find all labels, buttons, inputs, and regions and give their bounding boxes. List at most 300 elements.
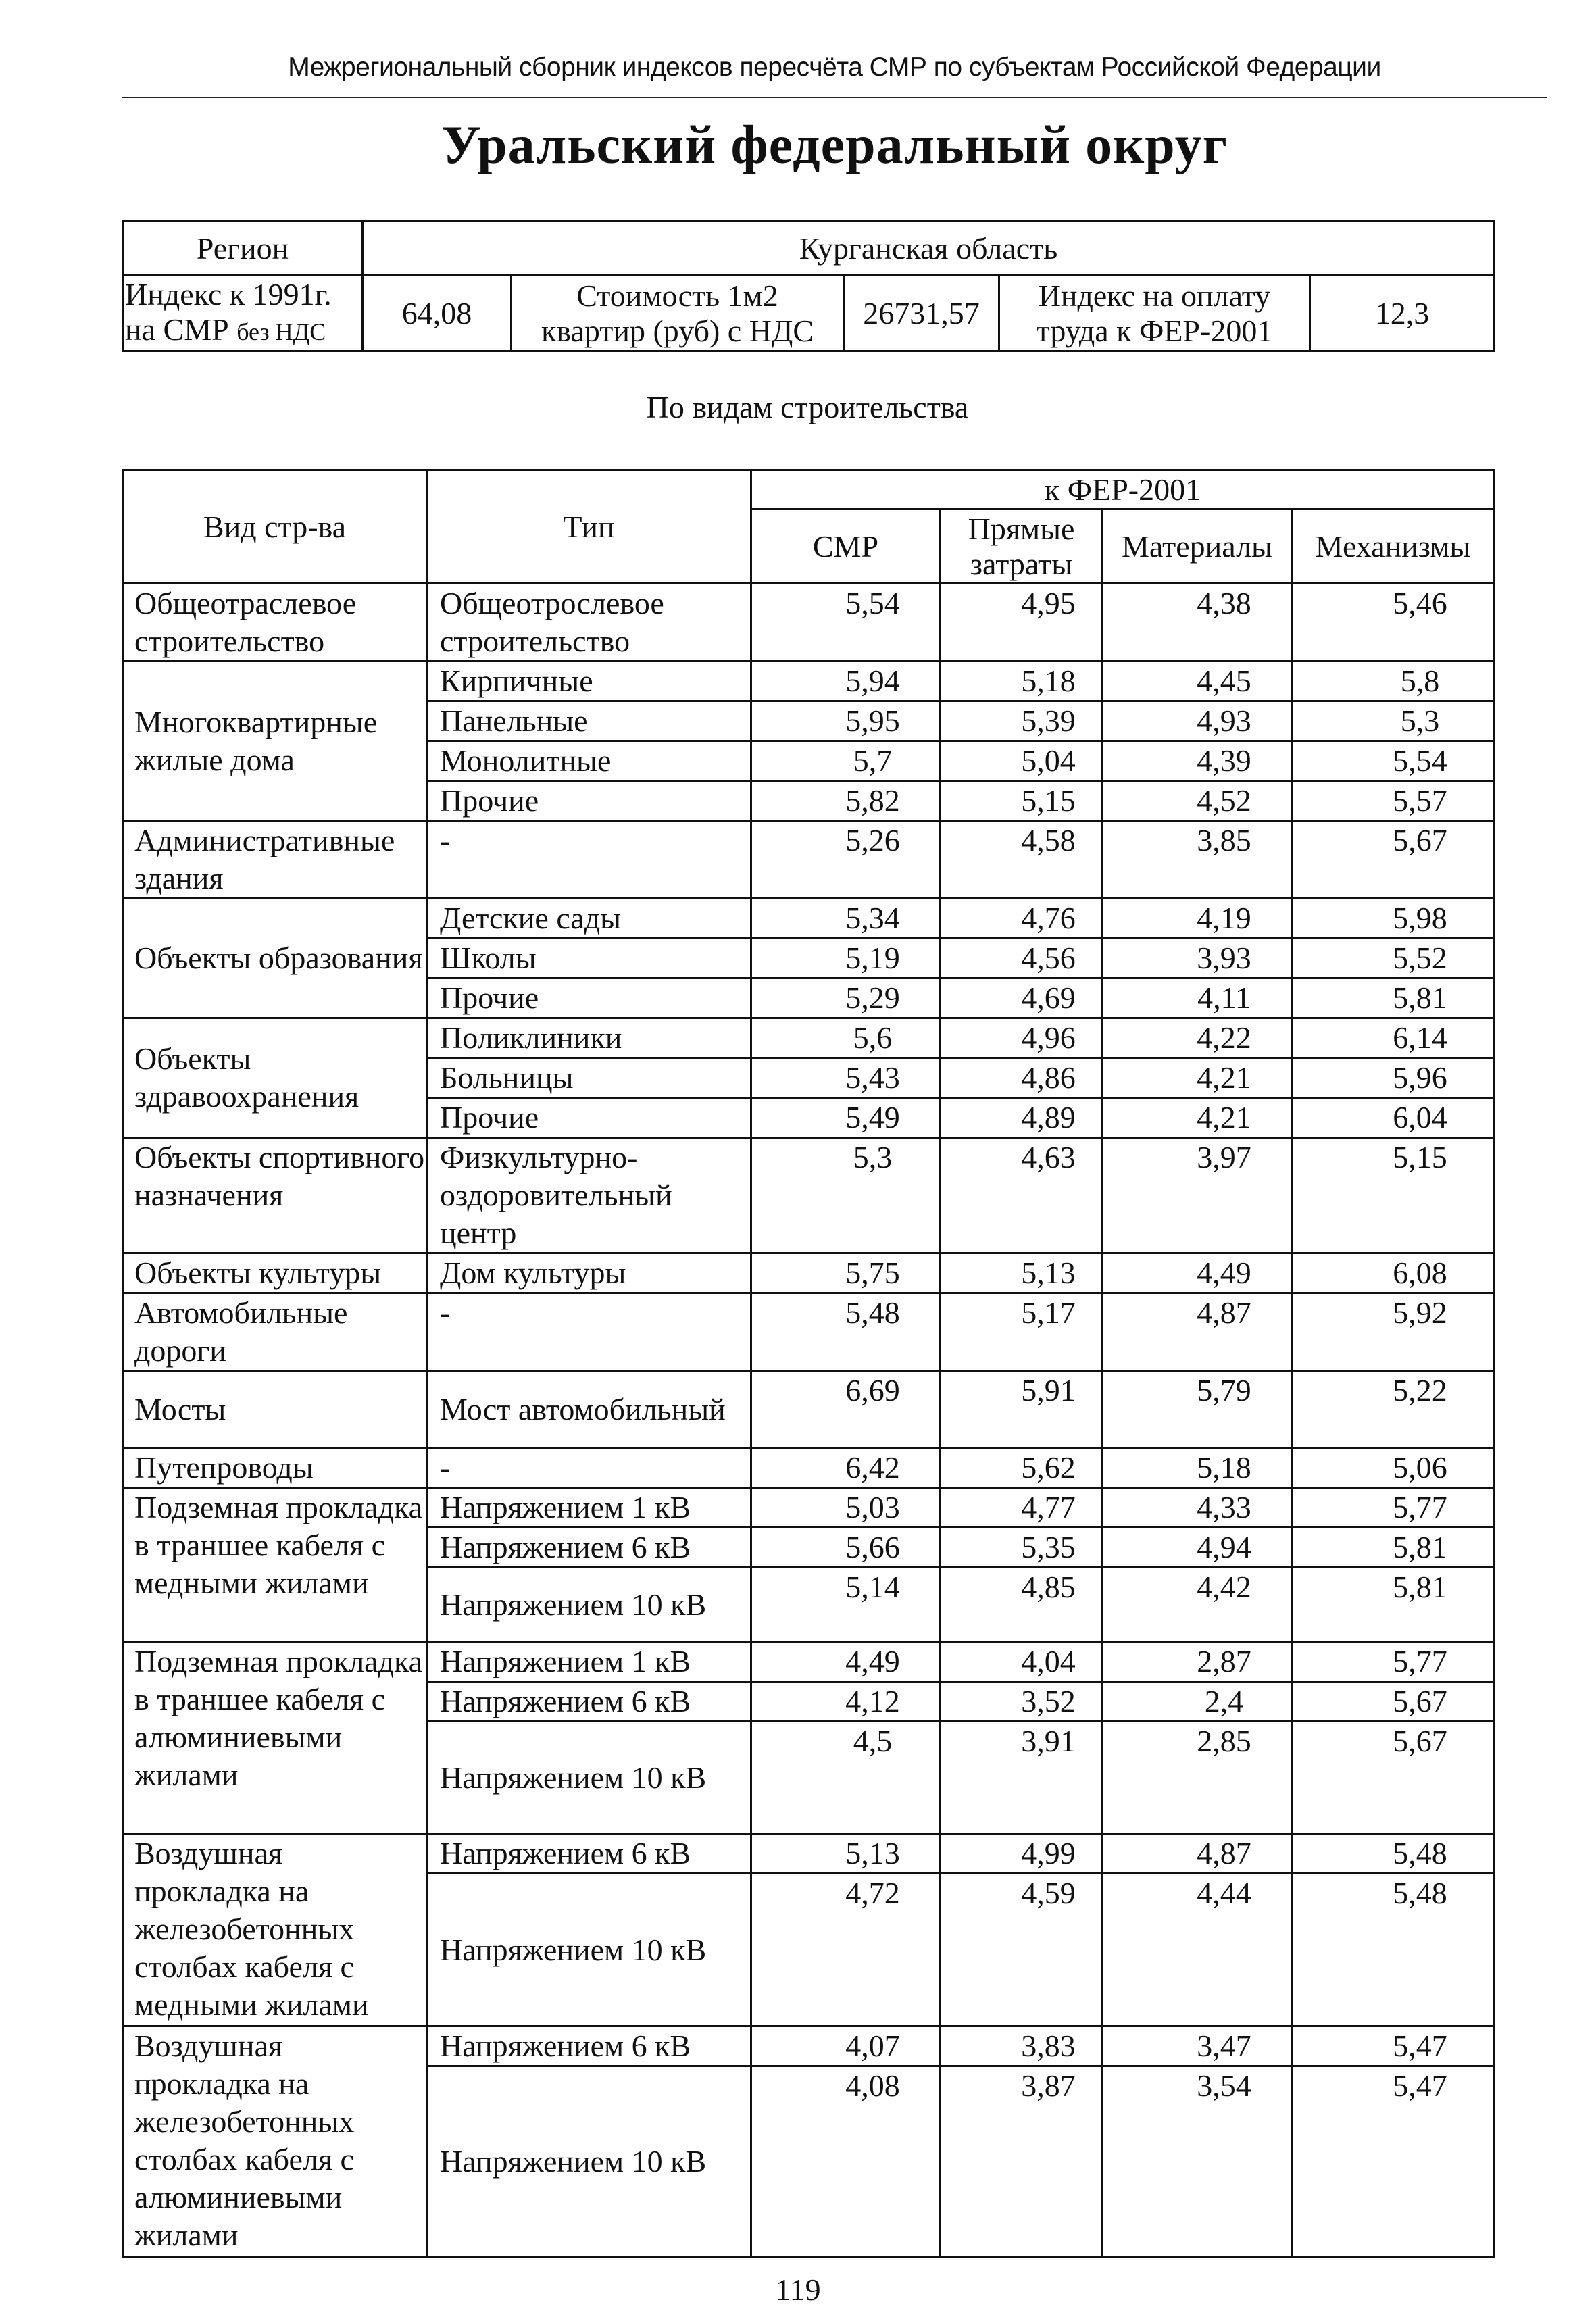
machines-value: 5,67 — [1393, 823, 1447, 857]
smr-value: 5,49 — [845, 1100, 900, 1135]
machines-value-cell — [1292, 939, 1495, 978]
materials-value-cell — [1103, 2066, 1292, 2257]
direct-value: 4,76 — [1021, 901, 1076, 935]
machines-value: 5,47 — [1393, 2068, 1447, 2103]
direct-value: 4,56 — [1021, 941, 1076, 975]
wage-index-label — [999, 276, 1310, 351]
smr-value-cell — [751, 978, 941, 1018]
machines-value-cell — [1292, 1528, 1495, 1568]
cost-label-line1: Стоимость 1м2 — [576, 278, 778, 313]
index-1991-label — [123, 276, 363, 351]
machines-value-cell — [1292, 662, 1495, 701]
table-row — [123, 1834, 1495, 1874]
header-kind: Вид стр-ва — [123, 470, 427, 584]
cost-label-line2: квартир (руб) с НДС — [541, 313, 814, 348]
materials-value: 2,87 — [1197, 1644, 1251, 1678]
machines-value: 5,77 — [1393, 1644, 1447, 1678]
direct-value-cell — [941, 1568, 1103, 1642]
direct-value-cell — [941, 584, 1103, 662]
materials-value: 4,39 — [1197, 743, 1251, 778]
machines-value-cell — [1292, 1018, 1495, 1058]
table-row — [123, 1642, 1495, 1682]
direct-value: 5,91 — [1021, 1373, 1076, 1408]
machines-value: 5,81 — [1393, 980, 1447, 1015]
wage-index-label-line2: труда к ФЕР-2001 — [1036, 313, 1273, 348]
direct-value: 3,52 — [1021, 1684, 1076, 1718]
table-row — [123, 1371, 1495, 1448]
smr-value-cell — [751, 1834, 941, 1874]
cost-value: 26731,57 — [844, 276, 999, 351]
category-cell: Путепроводы — [123, 1448, 427, 1488]
machines-value-cell — [1292, 1834, 1495, 1874]
smr-value-cell — [751, 899, 941, 939]
direct-value: 4,63 — [1021, 1140, 1076, 1174]
direct-value-cell — [941, 662, 1103, 701]
machines-value-cell — [1292, 1448, 1495, 1488]
smr-value-cell — [751, 662, 941, 701]
machines-value-cell — [1292, 1568, 1495, 1642]
header-type: Тип — [427, 470, 751, 584]
materials-value-cell — [1103, 978, 1292, 1018]
direct-value: 5,17 — [1021, 1295, 1076, 1330]
direct-value-cell — [941, 1253, 1103, 1293]
direct-value-cell — [941, 1018, 1103, 1058]
direct-value-cell — [941, 2066, 1103, 2257]
smr-value: 5,82 — [845, 783, 900, 818]
machines-value-cell — [1292, 741, 1495, 781]
type-cell: Больницы — [427, 1058, 751, 1098]
direct-value: 4,59 — [1021, 1876, 1076, 1910]
machines-value: 5,57 — [1393, 783, 1447, 818]
type-cell: Детские сады — [427, 899, 751, 939]
materials-value: 5,79 — [1197, 1373, 1251, 1408]
machines-value-cell — [1292, 1253, 1495, 1293]
wage-index-value: 12,3 — [1310, 276, 1495, 351]
materials-value-cell — [1103, 1568, 1292, 1642]
materials-value-cell — [1103, 1528, 1292, 1568]
machines-value-cell — [1292, 1098, 1495, 1138]
index-1991-label-line1: Индекс к 1991г. — [125, 277, 332, 312]
machines-value-cell — [1292, 1874, 1495, 2026]
smr-value: 5,3 — [853, 1140, 893, 1174]
direct-value-cell — [941, 2026, 1103, 2066]
materials-value: 3,85 — [1197, 823, 1251, 857]
direct-value: 5,15 — [1021, 783, 1076, 818]
materials-value-cell — [1103, 1448, 1292, 1488]
machines-value: 5,46 — [1393, 586, 1447, 620]
direct-value: 4,89 — [1021, 1100, 1076, 1135]
header-machines: Механизмы — [1292, 509, 1495, 584]
machines-value: 5,67 — [1393, 1684, 1447, 1718]
smr-value-cell — [751, 1098, 941, 1138]
smr-value-cell — [751, 1138, 941, 1253]
materials-value: 4,42 — [1197, 1570, 1251, 1604]
index-1991-value: 64,08 — [363, 276, 512, 351]
smr-value: 5,7 — [853, 743, 893, 778]
smr-value: 4,49 — [845, 1644, 900, 1678]
direct-value-cell — [941, 978, 1103, 1018]
smr-value: 5,29 — [845, 980, 900, 1015]
type-cell: Напряжением 6 кВ — [427, 1528, 751, 1568]
machines-value-cell — [1292, 2026, 1495, 2066]
machines-value: 5,22 — [1393, 1373, 1447, 1408]
table-row — [123, 1253, 1495, 1293]
type-cell: Напряжением 1 кВ — [427, 1642, 751, 1682]
materials-value-cell — [1103, 741, 1292, 781]
direct-value: 4,58 — [1021, 823, 1076, 857]
table-row — [123, 662, 1495, 701]
machines-value: 5,77 — [1393, 1490, 1447, 1524]
machines-value-cell — [1292, 821, 1495, 899]
machines-value-cell — [1292, 978, 1495, 1018]
type-cell: Напряжением 6 кВ — [427, 1834, 751, 1874]
direct-value: 3,83 — [1021, 2028, 1076, 2063]
wage-index-label-line1: Индекс на оплату — [1038, 278, 1271, 313]
type-cell: Кирпичные — [427, 662, 751, 701]
smr-value-cell — [751, 1528, 941, 1568]
type-cell: Мост автомобильный — [427, 1371, 751, 1448]
direct-value-cell — [941, 1098, 1103, 1138]
smr-value-cell — [751, 2026, 941, 2066]
materials-value: 4,45 — [1197, 664, 1251, 698]
direct-value-cell — [941, 1722, 1103, 1834]
machines-value-cell — [1292, 1682, 1495, 1722]
smr-value: 6,42 — [845, 1450, 900, 1485]
smr-value: 4,5 — [853, 1724, 893, 1758]
type-cell: Напряжением 1 кВ — [427, 1488, 751, 1528]
direct-value-cell — [941, 701, 1103, 741]
materials-value-cell — [1103, 781, 1292, 821]
materials-value-cell — [1103, 1293, 1292, 1371]
materials-value-cell — [1103, 1488, 1292, 1528]
header-direct: Прямые затраты — [941, 509, 1103, 584]
machines-value: 5,06 — [1393, 1450, 1447, 1485]
materials-value: 3,93 — [1197, 941, 1251, 975]
smr-value: 5,19 — [845, 941, 900, 975]
direct-value-cell — [941, 741, 1103, 781]
direct-value-cell — [941, 1058, 1103, 1098]
type-cell: Прочие — [427, 1098, 751, 1138]
region-name: Курганская область — [363, 222, 1495, 276]
materials-value-cell — [1103, 1834, 1292, 1874]
smr-value-cell — [751, 1642, 941, 1682]
smr-value: 5,75 — [845, 1255, 900, 1290]
materials-value-cell — [1103, 1682, 1292, 1722]
smr-value-cell — [751, 1253, 941, 1293]
type-cell: Напряжением 10 кВ — [427, 1568, 751, 1642]
smr-value-cell — [751, 821, 941, 899]
direct-value-cell — [941, 899, 1103, 939]
materials-value: 4,87 — [1197, 1836, 1251, 1870]
smr-value-cell — [751, 1371, 941, 1448]
direct-value-cell — [941, 1682, 1103, 1722]
machines-value: 6,08 — [1393, 1255, 1447, 1290]
table-row — [123, 2026, 1495, 2066]
region-info-table — [122, 220, 1495, 352]
header-materials: Материалы — [1103, 509, 1292, 584]
machines-value: 6,04 — [1393, 1100, 1447, 1135]
smr-value: 5,26 — [845, 823, 900, 857]
smr-value: 5,14 — [845, 1570, 900, 1604]
materials-value-cell — [1103, 821, 1292, 899]
direct-value-cell — [941, 1874, 1103, 2026]
materials-value: 3,47 — [1197, 2028, 1251, 2063]
smr-value: 5,48 — [845, 1295, 900, 1330]
direct-value: 4,69 — [1021, 980, 1076, 1015]
direct-value-cell — [941, 939, 1103, 978]
machines-value-cell — [1292, 1488, 1495, 1528]
machines-value: 5,81 — [1393, 1530, 1447, 1564]
direct-value: 5,13 — [1021, 1255, 1076, 1290]
type-cell: Общеотрослевое строительство — [427, 584, 751, 662]
machines-value-cell — [1292, 1722, 1495, 1834]
category-cell: Объекты здравоохранения — [123, 1018, 427, 1138]
running-header: Межрегиональный сборник индексов пересчёта СМР по субъектам Российской Федерации — [288, 53, 1381, 82]
smr-value-cell — [751, 1722, 941, 1834]
materials-value: 5,18 — [1197, 1450, 1251, 1485]
type-cell: - — [427, 821, 751, 899]
materials-value: 4,93 — [1197, 703, 1251, 738]
direct-value-cell — [941, 1138, 1103, 1253]
materials-value-cell — [1103, 662, 1292, 701]
smr-value: 6,69 — [845, 1373, 900, 1408]
smr-value: 5,03 — [845, 1490, 900, 1524]
materials-value: 3,97 — [1197, 1140, 1251, 1174]
index-table — [122, 469, 1495, 2258]
materials-value: 4,49 — [1197, 1255, 1251, 1290]
category-cell: Объекты образования — [123, 899, 427, 1018]
header-smr: СМР — [751, 509, 941, 584]
table-row — [123, 1293, 1495, 1371]
direct-value: 4,77 — [1021, 1490, 1076, 1524]
table-row — [123, 1138, 1495, 1253]
type-cell: - — [427, 1448, 751, 1488]
materials-value-cell — [1103, 584, 1292, 662]
smr-value-cell — [751, 2066, 941, 2257]
type-cell: Физкультурно-оздоровительный центр — [427, 1138, 751, 1253]
direct-value: 4,04 — [1021, 1644, 1076, 1678]
materials-value: 4,33 — [1197, 1490, 1251, 1524]
materials-value: 4,94 — [1197, 1530, 1251, 1564]
category-cell: Воздушная прокладка на железобетонных столбах кабеля с медными жилами — [123, 1834, 427, 2026]
materials-value: 4,11 — [1197, 980, 1251, 1015]
materials-value: 2,85 — [1197, 1724, 1251, 1758]
smr-value-cell — [751, 1488, 941, 1528]
direct-value: 4,99 — [1021, 1836, 1076, 1870]
type-cell: Прочие — [427, 978, 751, 1018]
direct-value: 5,04 — [1021, 743, 1076, 778]
machines-value: 5,15 — [1393, 1140, 1447, 1174]
type-cell: Напряжением 6 кВ — [427, 1682, 751, 1722]
direct-value: 3,87 — [1021, 2068, 1076, 2103]
smr-value: 5,43 — [845, 1060, 900, 1095]
materials-value-cell — [1103, 1874, 1292, 2026]
category-cell: Административные здания — [123, 821, 427, 899]
machines-value: 5,92 — [1393, 1295, 1447, 1330]
smr-value-cell — [751, 939, 941, 978]
materials-value-cell — [1103, 1098, 1292, 1138]
category-cell: Мосты — [123, 1371, 427, 1448]
direct-value-cell — [941, 1293, 1103, 1371]
direct-value-cell — [941, 1528, 1103, 1568]
smr-value-cell — [751, 1448, 941, 1488]
smr-value-cell — [751, 741, 941, 781]
materials-value-cell — [1103, 1642, 1292, 1682]
materials-value: 2,4 — [1204, 1684, 1244, 1718]
smr-value: 4,07 — [845, 2028, 900, 2063]
cost-label — [512, 276, 844, 351]
machines-value-cell — [1292, 1642, 1495, 1682]
machines-value: 5,81 — [1393, 1570, 1447, 1604]
category-cell: Общеотраслевое строительство — [123, 584, 427, 662]
materials-value: 4,21 — [1197, 1100, 1251, 1135]
type-cell: - — [427, 1293, 751, 1371]
direct-value-cell — [941, 1371, 1103, 1448]
smr-value: 4,12 — [845, 1684, 900, 1718]
smr-value: 5,54 — [845, 586, 900, 620]
machines-value: 5,48 — [1393, 1836, 1447, 1870]
materials-value: 4,87 — [1197, 1295, 1251, 1330]
materials-value: 4,19 — [1197, 901, 1251, 935]
direct-value-cell — [941, 821, 1103, 899]
smr-value-cell — [751, 781, 941, 821]
materials-value-cell — [1103, 1018, 1292, 1058]
smr-value: 5,13 — [845, 1836, 900, 1870]
type-cell: Напряжением 10 кВ — [427, 1722, 751, 1834]
index-1991-label-main: на СМР — [125, 312, 229, 347]
materials-value-cell — [1103, 899, 1292, 939]
machines-value: 5,52 — [1393, 941, 1447, 975]
materials-value-cell — [1103, 1371, 1292, 1448]
type-cell: Напряжением 10 кВ — [427, 1874, 751, 2026]
machines-value-cell — [1292, 701, 1495, 741]
region-label: Регион — [123, 222, 363, 276]
materials-value-cell — [1103, 701, 1292, 741]
direct-value-cell — [941, 781, 1103, 821]
direct-value-cell — [941, 1488, 1103, 1528]
direct-value: 5,18 — [1021, 664, 1076, 698]
machines-value-cell — [1292, 1138, 1495, 1253]
table-row — [123, 1448, 1495, 1488]
direct-value: 5,35 — [1021, 1530, 1076, 1564]
smr-value: 4,72 — [845, 1876, 900, 1910]
materials-value-cell — [1103, 1722, 1292, 1834]
smr-value: 5,66 — [845, 1530, 900, 1564]
materials-value: 4,52 — [1197, 783, 1251, 818]
smr-value-cell — [751, 1058, 941, 1098]
machines-value-cell — [1292, 584, 1495, 662]
materials-value: 4,38 — [1197, 586, 1251, 620]
table-row — [123, 821, 1495, 899]
category-cell: Объекты спортивного назначения — [123, 1138, 427, 1253]
direct-value-cell — [941, 1642, 1103, 1682]
table-row — [123, 1018, 1495, 1058]
category-cell: Многоквартирные жилые дома — [123, 662, 427, 821]
type-cell: Панельные — [427, 701, 751, 741]
materials-value-cell — [1103, 939, 1292, 978]
section-subtitle: По видам строительства — [646, 390, 969, 424]
type-cell: Напряжением 10 кВ — [427, 2066, 751, 2257]
smr-value-cell — [751, 1293, 941, 1371]
smr-value-cell — [751, 1874, 941, 2026]
type-cell: Монолитные — [427, 741, 751, 781]
header-group: к ФЕР-2001 — [751, 470, 1495, 509]
materials-value-cell — [1103, 1138, 1292, 1253]
smr-value-cell — [751, 584, 941, 662]
table-row — [123, 899, 1495, 939]
direct-value: 4,85 — [1021, 1570, 1076, 1604]
machines-value-cell — [1292, 1371, 1495, 1448]
materials-value: 4,21 — [1197, 1060, 1251, 1095]
machines-value: 5,47 — [1393, 2028, 1447, 2063]
machines-value: 5,67 — [1393, 1724, 1447, 1758]
materials-value-cell — [1103, 1253, 1292, 1293]
category-cell: Подземная прокладка в траншее кабеля с алюминиевыми жилами — [123, 1642, 427, 1834]
direct-value-cell — [941, 1448, 1103, 1488]
materials-value-cell — [1103, 1058, 1292, 1098]
machines-value: 5,98 — [1393, 901, 1447, 935]
smr-value-cell — [751, 701, 941, 741]
machines-value-cell — [1292, 1058, 1495, 1098]
page-number: 119 — [775, 2272, 821, 2307]
direct-value: 3,91 — [1021, 1724, 1076, 1758]
machines-value: 5,48 — [1393, 1876, 1447, 1910]
direct-value: 4,95 — [1021, 586, 1076, 620]
machines-value-cell — [1292, 2066, 1495, 2257]
page-title: Уральский федеральный округ — [441, 116, 1228, 175]
type-cell: Дом культуры — [427, 1253, 751, 1293]
type-cell: Поликлиники — [427, 1018, 751, 1058]
table-row — [123, 584, 1495, 662]
direct-value: 5,62 — [1021, 1450, 1076, 1485]
direct-value: 5,39 — [1021, 703, 1076, 738]
smr-value-cell — [751, 1682, 941, 1722]
machines-value: 5,96 — [1393, 1060, 1447, 1095]
direct-value: 4,96 — [1021, 1020, 1076, 1055]
materials-value: 4,22 — [1197, 1020, 1251, 1055]
smr-value: 5,6 — [853, 1020, 893, 1055]
index-1991-label-small: без НДС — [236, 318, 326, 345]
category-cell: Объекты культуры — [123, 1253, 427, 1293]
machines-value-cell — [1292, 899, 1495, 939]
smr-value: 5,94 — [845, 664, 900, 698]
table-body — [123, 584, 1495, 2257]
smr-value-cell — [751, 1568, 941, 1642]
machines-value: 5,3 — [1400, 703, 1440, 738]
materials-value-cell — [1103, 2026, 1292, 2066]
smr-value: 4,08 — [845, 2068, 900, 2103]
smr-value-cell — [751, 1018, 941, 1058]
type-cell: Напряжением 6 кВ — [427, 2026, 751, 2066]
machines-value: 5,8 — [1400, 664, 1440, 698]
category-cell: Автомобильные дороги — [123, 1293, 427, 1371]
category-cell: Подземная прокладка в траншее кабеля с медными жилами — [123, 1488, 427, 1642]
machines-value: 6,14 — [1393, 1020, 1447, 1055]
direct-value-cell — [941, 1834, 1103, 1874]
type-cell: Прочие — [427, 781, 751, 821]
smr-value: 5,34 — [845, 901, 900, 935]
table-row — [123, 1488, 1495, 1528]
smr-value: 5,95 — [845, 703, 900, 738]
direct-value: 4,86 — [1021, 1060, 1076, 1095]
category-cell: Воздушная прокладка на железобетонных столбах кабеля с алюминиевыми жилами — [123, 2026, 427, 2257]
machines-value: 5,54 — [1393, 743, 1447, 778]
materials-value: 3,54 — [1197, 2068, 1251, 2103]
type-cell: Школы — [427, 939, 751, 978]
machines-value-cell — [1292, 1293, 1495, 1371]
header-rule — [122, 97, 1547, 98]
machines-value-cell — [1292, 781, 1495, 821]
